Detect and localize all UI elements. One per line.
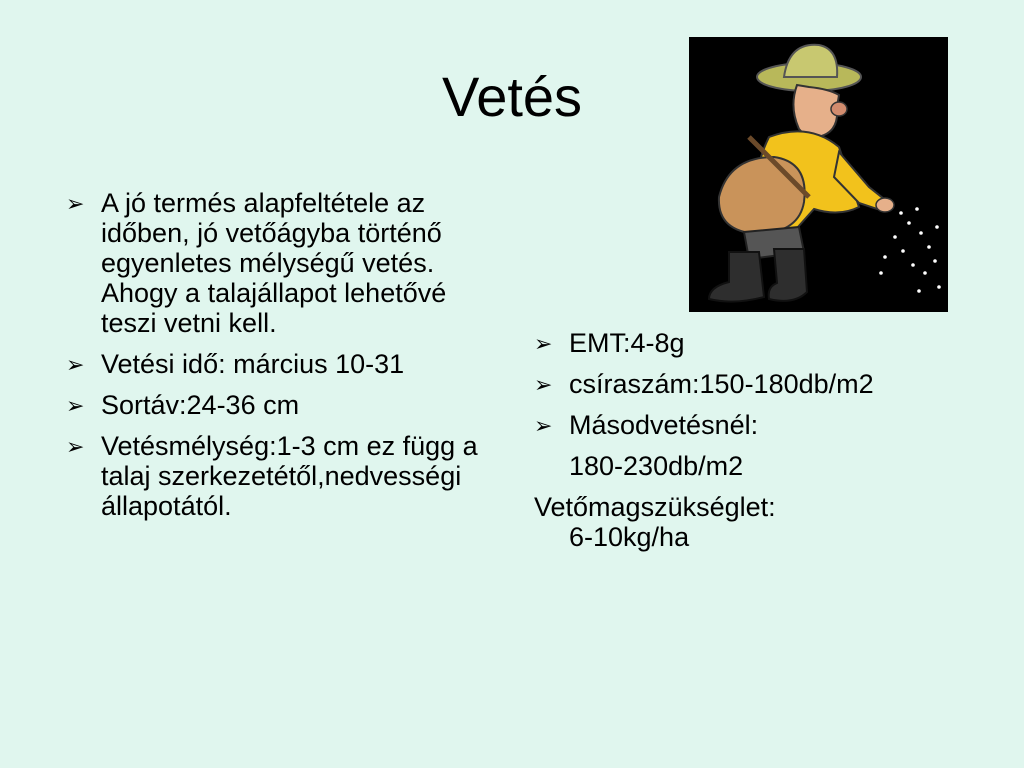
arrow-bullet-icon: ➢: [66, 434, 85, 459]
slide-title: Vetés: [441, 65, 583, 128]
list-item: ➢ Vetési idő: március 10-31: [66, 349, 405, 379]
arrow-bullet-icon: ➢: [66, 393, 85, 418]
list-item: ➢ A jó termés alapfeltétele az időben, jó vetőágyba történő egyenletes mélységű vetés. Ahogy a talajállapot lehetővé teszi vetni kell.: [66, 188, 447, 338]
list-item: ➢ csíraszám:150-180db/m2: [534, 369, 874, 399]
list-item: ➢ Másodvetésnél:: [534, 410, 759, 440]
arrow-bullet-icon: ➢: [534, 372, 553, 397]
farmer-sowing-image: [689, 37, 948, 312]
arrow-bullet-icon: ➢: [534, 331, 553, 356]
right-bullet-list: [534, 328, 1004, 563]
list-item: ➢ Vetésmélység:1-3 cm ez függ a talaj szerkezetétől,nedvességi állapotától.: [66, 431, 478, 521]
list-item: ➢ Sortáv:24-36 cm: [66, 390, 300, 420]
arrow-bullet-icon: ➢: [534, 413, 553, 438]
seed-requirement-text: Vetőmagszükséglet: 6-10kg/ha: [534, 492, 776, 552]
arrow-bullet-icon: ➢: [66, 191, 85, 216]
list-item-continuation: 180-230db/m2: [569, 451, 744, 481]
left-bullet-list: [66, 188, 496, 532]
list-item: ➢ EMT:4-8g: [534, 328, 685, 358]
farmer-sowing-icon: [689, 37, 948, 312]
arrow-bullet-icon: ➢: [66, 352, 85, 377]
